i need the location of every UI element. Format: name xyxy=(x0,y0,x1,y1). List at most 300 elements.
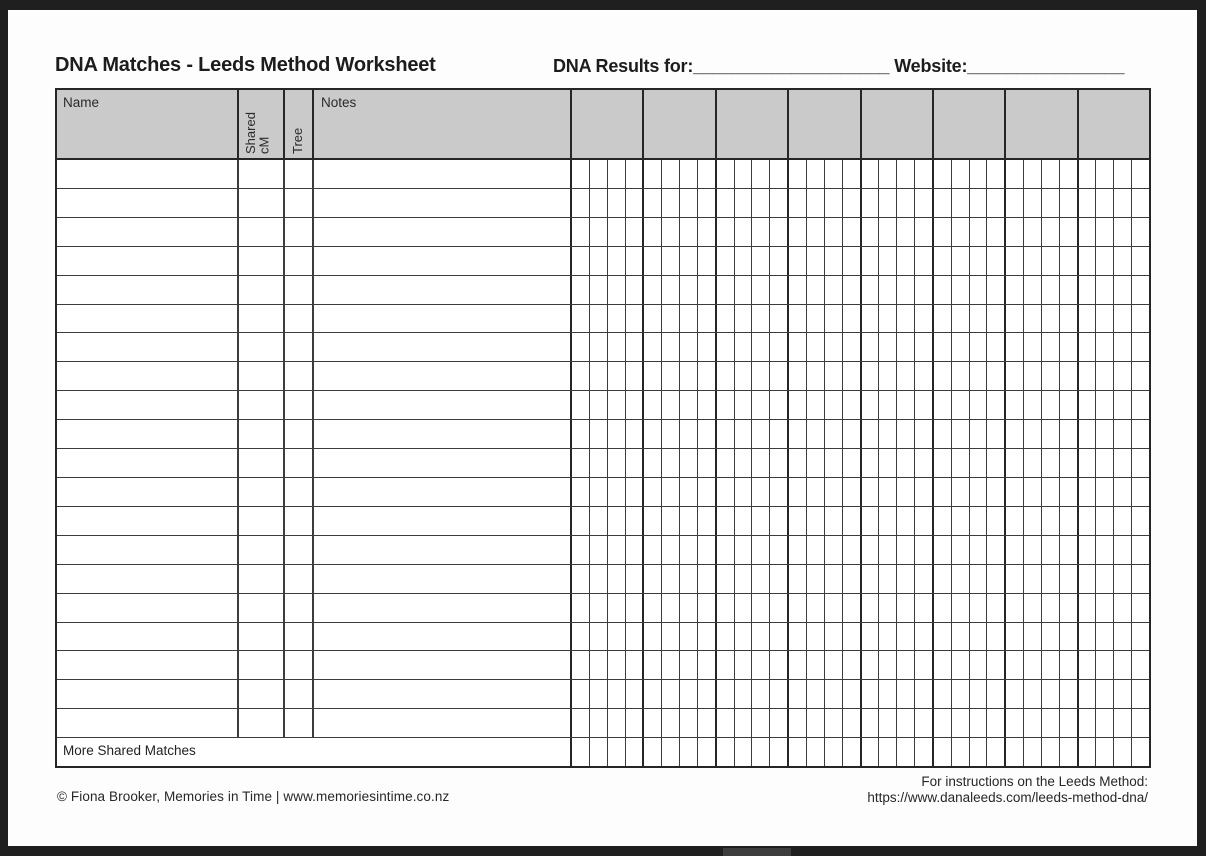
grid-cell xyxy=(825,565,843,593)
tree-cell xyxy=(285,391,314,419)
grid-cell xyxy=(934,478,952,506)
grid-cell xyxy=(770,160,789,188)
grid-cell xyxy=(879,680,897,708)
grid-cell xyxy=(572,362,590,390)
grid-cell xyxy=(987,305,1006,333)
grid-cell xyxy=(752,160,770,188)
grid-cell xyxy=(608,333,626,361)
table-row xyxy=(57,333,1149,362)
grid-cell xyxy=(717,594,735,622)
grid-cell xyxy=(680,218,698,246)
grid-cell xyxy=(825,680,843,708)
notes-cell xyxy=(314,507,572,535)
grid-cell xyxy=(807,420,825,448)
grid-cell xyxy=(1079,333,1097,361)
notes-cell xyxy=(314,276,572,304)
grid-cell xyxy=(970,276,988,304)
grid-cell xyxy=(1042,362,1060,390)
grid-cell xyxy=(626,623,645,651)
grid-cell xyxy=(1060,305,1079,333)
grid-cell xyxy=(1114,362,1132,390)
grid-cell xyxy=(770,651,789,679)
grid-cell xyxy=(1042,565,1060,593)
grid-cell xyxy=(1006,709,1024,737)
grid-cell xyxy=(572,160,590,188)
grid-cell xyxy=(879,449,897,477)
grid-cell xyxy=(752,738,770,766)
grid-cell xyxy=(862,738,880,766)
grid-cell xyxy=(952,362,970,390)
grid-cell xyxy=(662,333,680,361)
grid-cell xyxy=(862,218,880,246)
grid-cell xyxy=(789,391,807,419)
grid-cell xyxy=(1079,420,1097,448)
grid-cell xyxy=(862,565,880,593)
more-shared-matches-cell: More Shared Matches xyxy=(57,738,572,766)
grid-cell xyxy=(1006,247,1024,275)
grid-cell xyxy=(662,594,680,622)
grid-cell xyxy=(1006,565,1024,593)
grid-cell xyxy=(1096,738,1114,766)
grid-cell xyxy=(862,391,880,419)
grid-cell xyxy=(862,651,880,679)
table-row xyxy=(57,305,1149,334)
grid-cell xyxy=(735,738,753,766)
grid-cell xyxy=(970,247,988,275)
grid-cell xyxy=(608,536,626,564)
grid-cell xyxy=(862,507,880,535)
grid-cell xyxy=(590,420,608,448)
grid-cell xyxy=(915,391,934,419)
grid-cell xyxy=(1114,189,1132,217)
grid-cell xyxy=(987,478,1006,506)
grid-cell xyxy=(572,709,590,737)
grid-cell xyxy=(789,247,807,275)
grid-cell xyxy=(843,305,862,333)
grid-cell xyxy=(752,651,770,679)
grid-cell xyxy=(807,709,825,737)
grid-cell xyxy=(698,247,717,275)
grid-cell xyxy=(789,738,807,766)
grid-cell xyxy=(1079,680,1097,708)
grid-cell xyxy=(626,709,645,737)
grid-cell xyxy=(590,189,608,217)
grid-cell xyxy=(897,536,915,564)
grid-cell xyxy=(1006,478,1024,506)
grid-cell xyxy=(608,449,626,477)
grid-cell xyxy=(952,276,970,304)
grid-cell xyxy=(807,594,825,622)
grid-cell xyxy=(1060,189,1079,217)
shared-cm-cell xyxy=(239,565,285,593)
grid-cell xyxy=(1024,362,1042,390)
grid-cell xyxy=(698,478,717,506)
grid-cell xyxy=(680,276,698,304)
grid-cell xyxy=(608,507,626,535)
grid-cell xyxy=(1060,651,1079,679)
notes-cell xyxy=(314,623,572,651)
table-row xyxy=(57,623,1149,652)
grid-cell xyxy=(1060,218,1079,246)
grid-cell xyxy=(644,594,662,622)
grid-cell xyxy=(717,478,735,506)
grid-cell xyxy=(807,189,825,217)
grid-cell xyxy=(879,333,897,361)
grid-cell xyxy=(789,362,807,390)
grid-cell xyxy=(879,709,897,737)
shared-cm-cell xyxy=(239,333,285,361)
grid-cell xyxy=(987,594,1006,622)
instructions-line1: For instructions on the Leeds Method: xyxy=(921,774,1148,789)
tree-cell xyxy=(285,536,314,564)
grid-cell xyxy=(698,738,717,766)
grid-cell xyxy=(717,565,735,593)
grid-cell xyxy=(825,189,843,217)
grid-cell xyxy=(825,391,843,419)
grid-cell xyxy=(1060,160,1079,188)
grid-cell xyxy=(862,247,880,275)
grid-cell xyxy=(680,651,698,679)
grid-cell xyxy=(680,160,698,188)
notes-column-header xyxy=(314,90,572,158)
notes-cell xyxy=(314,565,572,593)
grid-cell xyxy=(752,449,770,477)
shared-cm-cell xyxy=(239,507,285,535)
table-row xyxy=(57,247,1149,276)
grid-cell xyxy=(970,305,988,333)
grid-cell xyxy=(1024,189,1042,217)
grid-cell xyxy=(1024,594,1042,622)
grid-cell xyxy=(680,189,698,217)
more-shared-matches-row xyxy=(57,738,1149,766)
grid-cell xyxy=(1024,449,1042,477)
grid-cell xyxy=(970,449,988,477)
tree-cell xyxy=(285,507,314,535)
more-row-grid xyxy=(572,738,1149,766)
grid-cell xyxy=(934,651,952,679)
grid-cell xyxy=(879,420,897,448)
grid-cell xyxy=(970,333,988,361)
grid-cell xyxy=(590,160,608,188)
grid-cell xyxy=(770,449,789,477)
grid-cell xyxy=(970,623,988,651)
grid-cell xyxy=(897,623,915,651)
shared-cm-cell xyxy=(239,276,285,304)
results-website-line xyxy=(553,56,1124,77)
grid-cell xyxy=(970,189,988,217)
grid-cell xyxy=(1060,247,1079,275)
website-label: Website: xyxy=(894,56,968,76)
grid-cell xyxy=(1096,449,1114,477)
grid-cell xyxy=(626,362,645,390)
grid-cell xyxy=(608,160,626,188)
grid-cell xyxy=(662,362,680,390)
grid-cell xyxy=(644,276,662,304)
grid-cell xyxy=(789,507,807,535)
grid-cell xyxy=(698,449,717,477)
grid-cell xyxy=(1060,449,1079,477)
table-row xyxy=(57,420,1149,449)
grid-cell xyxy=(1079,507,1097,535)
grid-cell xyxy=(644,391,662,419)
grid-cell xyxy=(662,218,680,246)
grid-cell xyxy=(698,507,717,535)
grid-cell xyxy=(1042,623,1060,651)
grid-cell xyxy=(879,160,897,188)
grid-cell xyxy=(590,738,608,766)
grid-cell xyxy=(1096,478,1114,506)
grid-cell xyxy=(752,305,770,333)
grid-cell xyxy=(825,623,843,651)
grid-cell xyxy=(717,738,735,766)
grid-cell xyxy=(789,218,807,246)
bottom-bar-accent xyxy=(723,848,791,856)
grid-cell xyxy=(1006,160,1024,188)
grid-cell xyxy=(952,449,970,477)
grid-cell xyxy=(644,507,662,535)
grid-cell xyxy=(825,362,843,390)
grid-cell xyxy=(1132,449,1149,477)
grid-cell xyxy=(843,623,862,651)
grid-cell xyxy=(590,507,608,535)
grid-cell xyxy=(735,594,753,622)
grid-cell xyxy=(1006,420,1024,448)
grid-cell xyxy=(1042,507,1060,535)
grid-cell xyxy=(698,680,717,708)
grid-cell xyxy=(934,449,952,477)
grid-cell xyxy=(934,362,952,390)
grid-cell xyxy=(1114,709,1132,737)
grid-cell xyxy=(1096,536,1114,564)
grid-cell xyxy=(662,478,680,506)
grid-cell xyxy=(680,536,698,564)
shared-cm-cell xyxy=(239,218,285,246)
results-blank-line: ____________________ xyxy=(693,56,890,76)
grid-cell xyxy=(897,391,915,419)
grid-cell xyxy=(1024,276,1042,304)
grid-cell xyxy=(717,651,735,679)
grid-cell xyxy=(770,276,789,304)
grid-cell xyxy=(626,189,645,217)
grid-cell xyxy=(897,738,915,766)
grid-cell xyxy=(825,305,843,333)
grid-cell xyxy=(1132,305,1149,333)
grid-cell xyxy=(590,478,608,506)
grid-cell xyxy=(825,333,843,361)
grid-cell xyxy=(735,218,753,246)
grid-cell xyxy=(970,680,988,708)
grid-cell xyxy=(1060,478,1079,506)
grid-cell xyxy=(626,536,645,564)
grid-cell xyxy=(590,333,608,361)
grid-cell xyxy=(572,276,590,304)
grid-cell xyxy=(608,362,626,390)
grid-cell xyxy=(608,594,626,622)
grid-cell xyxy=(789,565,807,593)
grid-cell xyxy=(1006,449,1024,477)
table-row xyxy=(57,449,1149,478)
grid-cell xyxy=(952,247,970,275)
grid-cell xyxy=(1006,276,1024,304)
grid-cell xyxy=(915,738,934,766)
grid-cell xyxy=(789,709,807,737)
grid-cell xyxy=(987,276,1006,304)
grid-cell xyxy=(644,478,662,506)
grid-cell xyxy=(1042,651,1060,679)
grid-cell xyxy=(1006,623,1024,651)
grid-cell xyxy=(608,247,626,275)
grid-cell xyxy=(752,594,770,622)
grid-cell xyxy=(897,276,915,304)
grid-cell xyxy=(735,160,753,188)
grid-cell xyxy=(680,478,698,506)
grid-cell xyxy=(952,420,970,448)
grid-cell xyxy=(735,507,753,535)
grid-cell xyxy=(608,276,626,304)
grid-cell xyxy=(879,565,897,593)
grid-cell xyxy=(897,478,915,506)
grid-cell xyxy=(825,420,843,448)
grid-body xyxy=(57,160,1149,738)
table-row xyxy=(57,160,1149,189)
name-cell xyxy=(57,709,239,737)
grid-cell xyxy=(987,449,1006,477)
grid-cell xyxy=(952,709,970,737)
grid-cell xyxy=(572,651,590,679)
grid-cell xyxy=(770,738,789,766)
grid-cell xyxy=(1079,391,1097,419)
grid-cell xyxy=(915,362,934,390)
grid-cell xyxy=(1006,391,1024,419)
grid-cell xyxy=(987,536,1006,564)
name-cell xyxy=(57,565,239,593)
grid-cell xyxy=(1096,305,1114,333)
grid-cell xyxy=(572,507,590,535)
grid-cell xyxy=(608,478,626,506)
results-label: DNA Results for: xyxy=(553,56,694,76)
grid-cell xyxy=(825,738,843,766)
grid-header-groups xyxy=(572,90,1149,158)
grid-cell xyxy=(1060,507,1079,535)
grid-cell xyxy=(1024,738,1042,766)
grid-cell xyxy=(1042,536,1060,564)
grid-cell xyxy=(770,218,789,246)
grid-cell xyxy=(1114,478,1132,506)
grid-cell xyxy=(879,507,897,535)
grid-cell xyxy=(1096,623,1114,651)
grid-cell xyxy=(698,276,717,304)
grid-cell xyxy=(662,276,680,304)
grid-cell xyxy=(662,709,680,737)
grid-cell xyxy=(572,478,590,506)
grid-cell xyxy=(1114,449,1132,477)
grid-cell xyxy=(934,305,952,333)
grid-cell xyxy=(934,218,952,246)
grid-cell xyxy=(1060,420,1079,448)
grid-cell xyxy=(1079,594,1097,622)
grid-cell xyxy=(789,536,807,564)
grid-cell xyxy=(717,160,735,188)
name-cell xyxy=(57,333,239,361)
grid-cell xyxy=(952,333,970,361)
name-cell xyxy=(57,507,239,535)
grid-cell xyxy=(1024,680,1042,708)
grid-cell xyxy=(915,420,934,448)
grid-cell xyxy=(1024,651,1042,679)
name-cell xyxy=(57,189,239,217)
grid-cell xyxy=(1006,651,1024,679)
grid-cell xyxy=(987,680,1006,708)
grid-cell xyxy=(770,333,789,361)
grid-cell xyxy=(879,247,897,275)
shared-cm-cell xyxy=(239,449,285,477)
notes-cell xyxy=(314,594,572,622)
grid-cell xyxy=(717,680,735,708)
grid-cell xyxy=(970,565,988,593)
grid-cell xyxy=(843,449,862,477)
shared-cm-cell xyxy=(239,709,285,737)
grid-cell xyxy=(1096,680,1114,708)
grid-cell xyxy=(608,565,626,593)
grid-cell xyxy=(789,160,807,188)
notes-cell xyxy=(314,247,572,275)
grid-cell xyxy=(1114,594,1132,622)
grid-cell xyxy=(1024,536,1042,564)
grid-cell xyxy=(1060,738,1079,766)
grid-cell xyxy=(662,449,680,477)
website-blank-line: ________________ xyxy=(967,56,1125,76)
grid-cell xyxy=(608,680,626,708)
grid-cell xyxy=(752,709,770,737)
grid-cell xyxy=(717,305,735,333)
grid-cell xyxy=(1024,333,1042,361)
grid-cell xyxy=(897,305,915,333)
grid-cell xyxy=(608,623,626,651)
grid-cell xyxy=(752,680,770,708)
grid-cell xyxy=(987,160,1006,188)
grid-cell xyxy=(1042,680,1060,708)
grid-cell xyxy=(1114,738,1132,766)
grid-cell xyxy=(770,536,789,564)
grid-cell xyxy=(1042,391,1060,419)
grid-cell xyxy=(752,565,770,593)
grid-cell xyxy=(662,305,680,333)
grid-cell xyxy=(1114,565,1132,593)
grid-cell xyxy=(590,449,608,477)
grid-cell xyxy=(770,362,789,390)
grid-cell xyxy=(735,680,753,708)
grid-cell xyxy=(897,651,915,679)
grid-cell xyxy=(752,362,770,390)
grid-cell xyxy=(590,651,608,679)
tree-cell xyxy=(285,247,314,275)
grid-cell xyxy=(770,420,789,448)
name-cell xyxy=(57,160,239,188)
grid-cell xyxy=(915,247,934,275)
grid-cell xyxy=(789,305,807,333)
grid-cell xyxy=(843,738,862,766)
grid-cell xyxy=(789,189,807,217)
name-cell xyxy=(57,305,239,333)
name-cell xyxy=(57,449,239,477)
grid-cell xyxy=(934,391,952,419)
grid-cell xyxy=(789,478,807,506)
table-row xyxy=(57,651,1149,680)
grid-cell xyxy=(1042,420,1060,448)
grid-cell xyxy=(987,333,1006,361)
grid-cell xyxy=(897,680,915,708)
grid-cell xyxy=(1114,160,1132,188)
